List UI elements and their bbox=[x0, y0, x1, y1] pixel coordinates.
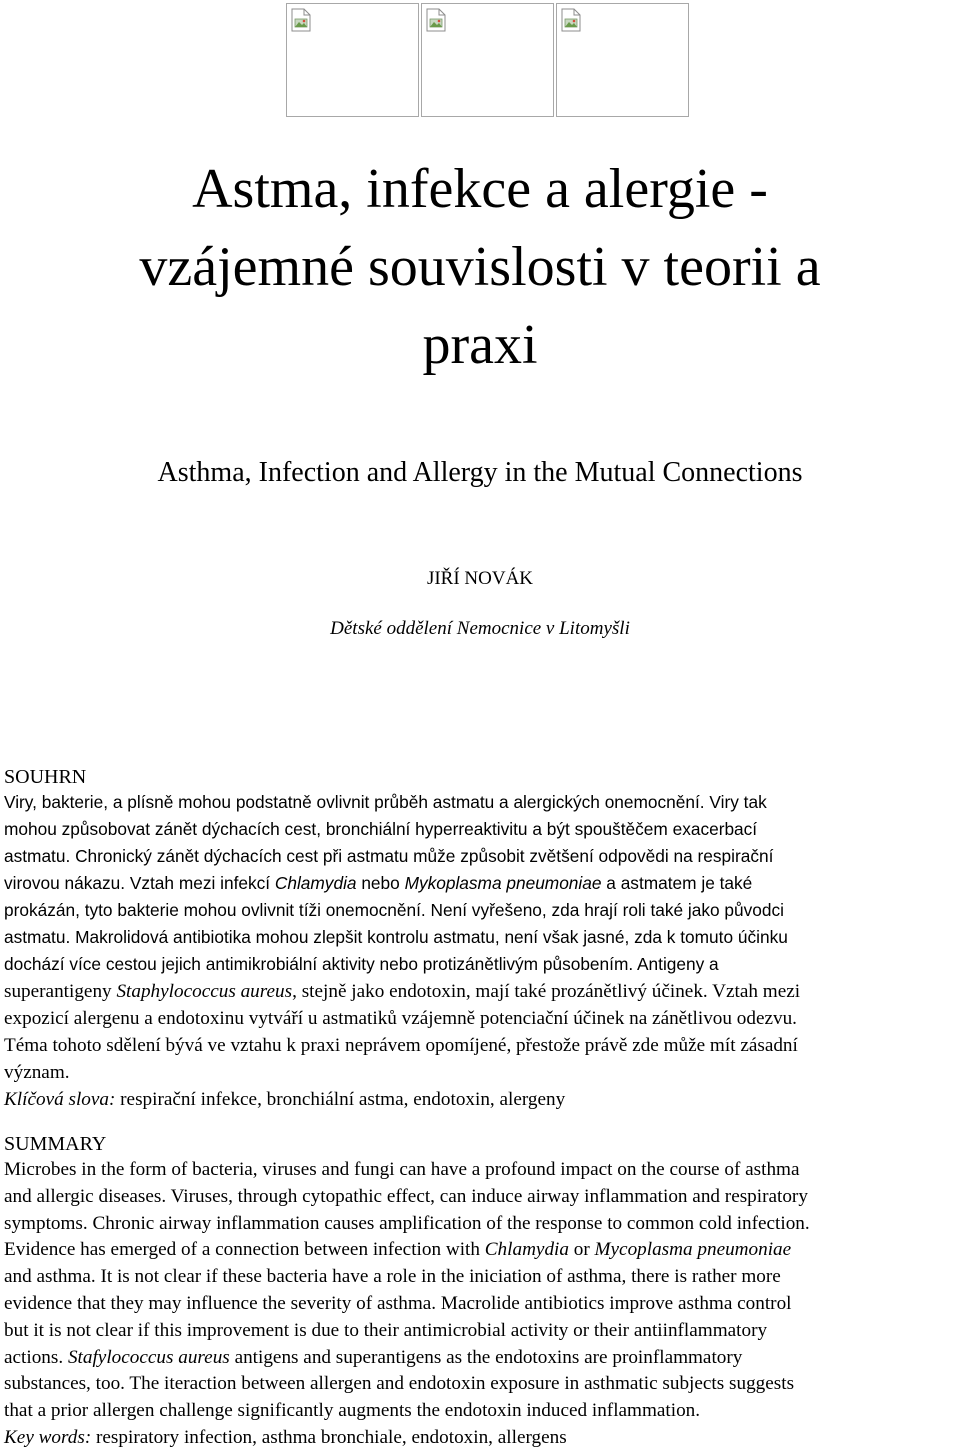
image-strip bbox=[286, 3, 692, 119]
text-line: astmatu. Makrolidová antibiotika mohou zlepšit kontrolu astmatu, není však jasné, zda k tomuto účinku bbox=[4, 927, 788, 947]
page-title bbox=[0, 150, 960, 384]
text-line: mohou způsobovat zánět dýchacích cest, bronchiální hyperreaktivitu a být spouštěčem exacerbací bbox=[4, 819, 758, 839]
text-line: and asthma. It is not clear if these bacteria have a role in the iniciation of asthma, there is rather more bbox=[4, 1266, 781, 1288]
author-affiliation: Dětské oddělení Nemocnice v Litomyšli bbox=[330, 618, 630, 639]
title-line: vzájemné souvislosti v teorii a bbox=[139, 236, 821, 298]
text-line bbox=[4, 1345, 956, 1372]
text-line: symptoms. Chronic airway inflammation causes amplification of the response to common cold infection. bbox=[4, 1212, 810, 1234]
title-line: Astma, infekce a alergie - bbox=[192, 158, 768, 220]
text-run: actions. bbox=[4, 1346, 68, 1368]
text-line: význam. bbox=[4, 1062, 70, 1083]
text-run: nebo bbox=[356, 873, 405, 893]
italic-term: Chlamydia bbox=[274, 873, 357, 893]
italic-term: Staphylococcus aureus bbox=[116, 981, 293, 1002]
text-run: antigens and superantigens as the endotoxins are proinflammatory bbox=[229, 1346, 743, 1368]
text-line bbox=[4, 870, 956, 897]
text-line: prokázán, tyto bakterie mohou ovlivnit tíži onemocnění. Není vyřešeno, zda hrají roli také jako původci bbox=[4, 900, 784, 920]
keywords-line bbox=[4, 1425, 956, 1452]
italic-term: Mycoplasma pneumoniae bbox=[594, 1239, 792, 1261]
author-name: JIŘÍ NOVÁK bbox=[426, 568, 534, 589]
image-placeholder-2 bbox=[421, 3, 554, 117]
text-run: Evidence has emerged of a connection between infection with bbox=[4, 1239, 485, 1261]
text-line: but it is not clear if this improvement is due to their antimicrobial activity or their antiinflammatory bbox=[4, 1319, 768, 1341]
text-run: superantigeny bbox=[4, 981, 117, 1002]
text-line: expozicí alergenu a endotoxinu vytváří u astmatiků vzájemně potenciační účinek na zánětlivou odezvu. bbox=[4, 1008, 797, 1029]
text-line: dochází více cestou jejich antimikrobiální aktivity nebo protizánětlivým působením. Antigeny a bbox=[4, 954, 719, 974]
text-line: that a prior allergen challenge significantly augments the endotoxin induced inflammation. bbox=[4, 1400, 701, 1422]
text-line: astmatu. Chronický zánět dýchacích cest při astmatu může způsobit zvětšení odpovědi na respirační bbox=[4, 846, 774, 866]
text-run: or bbox=[568, 1239, 595, 1261]
image-placeholder-1 bbox=[286, 3, 419, 117]
text-line: substances, too. The iteraction between allergen and endotoxin exposure in asthmatic subjects suggests bbox=[4, 1373, 795, 1395]
text-line bbox=[4, 1237, 956, 1264]
broken-image-icon bbox=[291, 8, 311, 32]
text-line bbox=[4, 978, 956, 1005]
keywords-label: Key words: bbox=[4, 1426, 92, 1448]
italic-term: Mykoplasma pneumoniae bbox=[404, 873, 602, 893]
italic-term: Chlamydia bbox=[484, 1239, 569, 1261]
text-run: , stejně jako endotoxin, mají také prozánětlivý účinek. Vztah mezi bbox=[292, 981, 801, 1002]
souhrn-abstract bbox=[4, 789, 956, 1113]
text-line: Viry, bakterie, a plísně mohou podstatně ovlivnit průběh astmatu a alergických onemocnění. Viry tak bbox=[4, 792, 767, 812]
keywords-label: Klíčová slova: bbox=[4, 1089, 116, 1110]
text-line: Téma tohoto sdělení bývá ve vztahu k praxi neprávem opomíjené, přestože právě zde může mít zásadní bbox=[4, 1035, 798, 1056]
summary-abstract bbox=[4, 1157, 956, 1452]
text-run: a astmatem je také bbox=[601, 873, 753, 893]
keywords-line bbox=[4, 1086, 956, 1113]
broken-image-icon bbox=[426, 8, 446, 32]
italic-term: Stafylococcus aureus bbox=[67, 1346, 230, 1368]
text-line: Microbes in the form of bacteria, viruses and fungi can have a profound impact on the course of asthma bbox=[4, 1159, 800, 1180]
souhrn-heading: SOUHRN bbox=[4, 766, 87, 788]
summary-heading: SUMMARY bbox=[4, 1133, 107, 1155]
image-placeholder-3 bbox=[556, 3, 689, 117]
text-run: virovou nákazu. Vztah mezi infekcí bbox=[4, 873, 275, 893]
text-line: evidence that they may influence the severity of asthma. Macrolide antibiotics improve asthma control bbox=[4, 1292, 792, 1314]
broken-image-icon bbox=[561, 8, 581, 32]
title-line: praxi bbox=[422, 314, 538, 376]
text-line: and allergic diseases. Viruses, through cytopathic effect, can induce airway inflammation and respiratory bbox=[4, 1185, 808, 1207]
keywords-text: respirační infekce, bronchiální astma, endotoxin, alergeny bbox=[115, 1089, 566, 1110]
keywords-text: respiratory infection, asthma bronchiale, endotoxin, allergens bbox=[91, 1426, 567, 1448]
english-title: Asthma, Infection and Allergy in the Mutual Connections bbox=[157, 457, 803, 488]
